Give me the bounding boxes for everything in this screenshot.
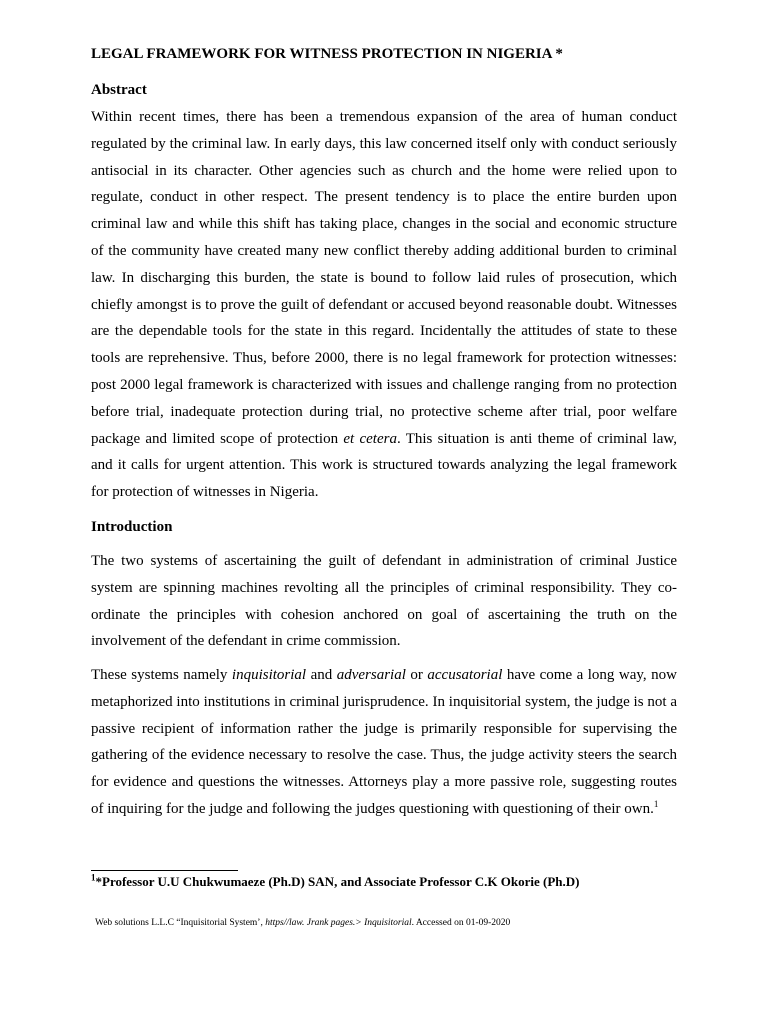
abstract-text-2: . This situation is anti theme of criminal law, and it calls for urgent attention. This work is structured towards analyzing the legal framework for protection of witnesses in Nigeria. bbox=[91, 430, 677, 501]
introduction-heading: Introduction bbox=[91, 519, 173, 535]
footnote-text: *Professor U.U Chukwumaeze (Ph.D) SAN, and Associate Professor C.K Okorie (Ph.D) bbox=[95, 874, 580, 889]
reference-text-1: Web solutions L.L.C “Inquisitorial System’, bbox=[95, 918, 266, 928]
reference-line bbox=[95, 918, 510, 928]
intro2-italic-inquisitorial: inquisitorial bbox=[231, 667, 307, 683]
footnote bbox=[91, 874, 579, 890]
intro2-italic-accusatorial: accusatorial bbox=[427, 667, 503, 683]
footnote-marker: 1 bbox=[91, 872, 96, 883]
intro2-text-3: or bbox=[405, 667, 428, 683]
footnote-reference-marker[interactable]: 1 bbox=[653, 798, 659, 809]
reference-text-2: . Accessed on 01-09-2020 bbox=[411, 918, 511, 928]
footnote-separator bbox=[91, 870, 238, 871]
document-title: LEGAL FRAMEWORK FOR WITNESS PROTECTION IN NIGERIA * bbox=[91, 46, 563, 62]
abstract-paragraph bbox=[91, 104, 677, 506]
intro2-text-2: and bbox=[306, 667, 337, 683]
reference-link[interactable]: https//law. Jrank pages.> Inquisitorial bbox=[265, 918, 412, 928]
intro2-text-4: have come a long way, now metaphorized into institutions in criminal jurisprudence. In inquisitorial system, the judge is not a passive recipient of information rather the judge is primarily responsible for supervising the gathering of the evidence necessary to resolve the case. Thus, the judge activity steers the search for evidence and questions the witnesses. Attorneys play a more passive role, suggesting routes of inquiring for the judge and following the judges questioning with questioning of their own. bbox=[91, 667, 677, 817]
introduction-paragraph-1: The two systems of ascertaining the guilt of defendant in administration of criminal Justice system are spinning machines revolting all the principles of criminal responsibility. They co-ordinate the principles with cohesion anchored on goal of ascertaining the truth on the involvement of the defendant in crime commission. bbox=[91, 553, 677, 650]
abstract-text-1: Within recent times, there has been a tremendous expansion of the area of human conduct regulated by the criminal law. In early days, this law concerned itself only with conduct seriously antisocial in its character. Other agencies such as church and the home were relied upon to regulate, conduct in other respect. The present tendency is to place the entire burden upon criminal law and while this shift has taking place, changes in the social and economic structure of the community have created many new conflict thereby adding additional burden to criminal law. In discharging this burden, the state is bound to follow laid rules of prosecution, which chiefly amongst is to prove the guilt of defendant or accused beyond reasonable doubt. Witnesses are the dependable tools for the state in this regard. Incidentally the attitudes of state to these tools are reprehensive. Thus, before 2000, there is no legal framework for protection witnesses: post 2000 legal framework is characterized with issues and challenge ranging from no protection before trial, inadequate protection during trial, no protective scheme after trial, poor welfare package and limited scope of protection bbox=[91, 109, 677, 447]
abstract-italic-et-cetera: et cetera bbox=[343, 430, 397, 447]
abstract-heading: Abstract bbox=[91, 82, 147, 98]
introduction-paragraph-2 bbox=[91, 662, 677, 823]
intro2-text-1: These systems namely bbox=[91, 667, 232, 683]
intro2-italic-adversarial: adversarial bbox=[336, 667, 406, 683]
